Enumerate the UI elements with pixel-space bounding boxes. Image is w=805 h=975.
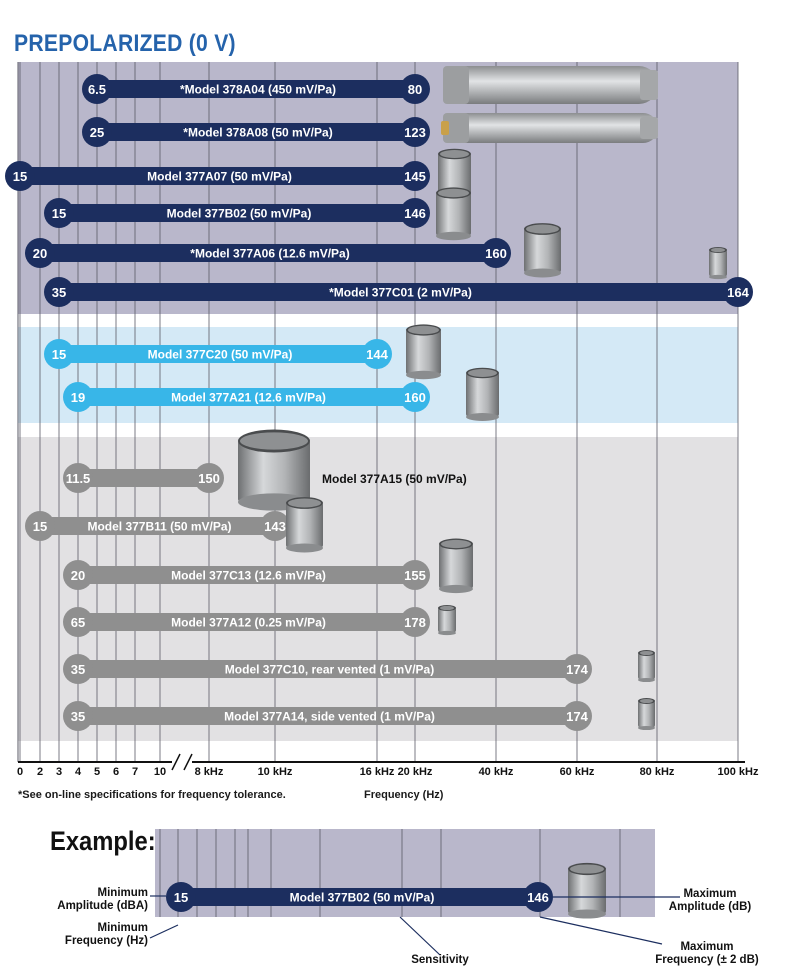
max-amplitude-label: 155 bbox=[404, 568, 426, 583]
x-tick-label: 20 kHz bbox=[397, 766, 433, 778]
max-amplitude-label: 145 bbox=[404, 169, 426, 184]
max-amplitude-label: 144 bbox=[366, 347, 388, 362]
max-amplitude-label: 174 bbox=[566, 709, 588, 724]
x-tick-label: 2 bbox=[36, 766, 44, 778]
min-amplitude-label: 20 bbox=[70, 568, 86, 583]
leader-line bbox=[540, 917, 662, 944]
mic-connector bbox=[640, 70, 658, 100]
note-min-frequency: Minimum Frequency (Hz) bbox=[64, 922, 148, 947]
microphone-image bbox=[438, 605, 456, 635]
x-tick-label: 0 bbox=[16, 766, 24, 778]
x-tick-label: 10 kHz bbox=[257, 766, 293, 778]
x-tick-label: 16 kHz bbox=[359, 766, 395, 778]
footnote: *See on-line specifications for frequency tolerance. bbox=[18, 789, 286, 801]
model-label: Model 377B11 (50 mV/Pa) bbox=[87, 519, 232, 534]
min-amplitude-label: 35 bbox=[51, 285, 67, 300]
mic-base bbox=[406, 371, 441, 379]
microphone-image bbox=[638, 698, 655, 730]
min-amplitude-label: 15 bbox=[51, 206, 67, 221]
note-max-amplitude: Maximum Amplitude (dB) bbox=[668, 888, 752, 913]
model-label: Model 377C10, rear vented (1 mV/Pa) bbox=[224, 662, 435, 677]
mic-grille-inner bbox=[468, 369, 497, 377]
max-amplitude-label: 123 bbox=[404, 125, 426, 140]
max-amplitude-label: 164 bbox=[727, 285, 749, 300]
microphone-image bbox=[709, 247, 727, 279]
x-tick-label: 8 kHz bbox=[194, 766, 224, 778]
mic-base bbox=[466, 413, 499, 421]
axis-break-mark bbox=[172, 754, 180, 770]
mic-tip bbox=[441, 121, 449, 135]
model-label: *Model 378A04 (450 mV/Pa) bbox=[179, 82, 337, 97]
mic-grille-inner bbox=[408, 326, 439, 334]
model-label: Model 377A12 (0.25 mV/Pa) bbox=[171, 615, 326, 630]
mic-base bbox=[286, 544, 323, 553]
mic-body bbox=[709, 249, 727, 277]
min-amplitude-label: 15 bbox=[32, 519, 48, 534]
mic-base bbox=[638, 678, 655, 682]
x-tick-label: 80 kHz bbox=[639, 766, 675, 778]
model-label: Model 377A15 (50 mV/Pa) bbox=[322, 472, 467, 486]
microphone-image bbox=[441, 113, 658, 143]
mic-grille-inner bbox=[240, 432, 308, 449]
x-axis-title: Frequency (Hz) bbox=[364, 789, 444, 801]
microphone-image bbox=[286, 497, 323, 552]
max-amplitude-label: 150 bbox=[198, 471, 220, 486]
x-tick-label: 3 bbox=[55, 766, 63, 778]
example-model-label: Model 377B02 (50 mV/Pa) bbox=[289, 890, 435, 905]
note-sensitivity: Sensitivity bbox=[411, 954, 469, 966]
max-amplitude-label: 160 bbox=[485, 246, 507, 261]
microphone-image bbox=[406, 324, 441, 379]
microphone-image bbox=[439, 539, 473, 594]
max-amplitude-label: 160 bbox=[404, 390, 426, 405]
max-amplitude-label: 178 bbox=[404, 615, 426, 630]
min-amplitude-label: 11.5 bbox=[65, 471, 91, 486]
example-max-label: 146 bbox=[527, 890, 549, 905]
microphone-image bbox=[524, 223, 561, 277]
mic-connector bbox=[640, 117, 658, 139]
mic-base bbox=[436, 232, 471, 240]
mic-grille-inner bbox=[526, 225, 559, 234]
x-tick-label: 4 bbox=[74, 766, 82, 778]
example-title: Example: bbox=[50, 826, 156, 856]
model-label: Model 377A07 (50 mV/Pa) bbox=[147, 169, 292, 184]
microphone-image bbox=[466, 368, 499, 421]
leader-line bbox=[150, 925, 178, 938]
x-tick-label: 60 kHz bbox=[559, 766, 595, 778]
leader-line bbox=[400, 917, 440, 955]
mic-grille-inner bbox=[640, 699, 653, 703]
range-bar-body bbox=[78, 469, 209, 487]
mic-body bbox=[406, 329, 441, 375]
mic-grille-inner bbox=[570, 864, 604, 873]
mic-body bbox=[638, 700, 655, 728]
max-amplitude-label: 80 bbox=[407, 82, 423, 97]
mic-body bbox=[439, 543, 473, 589]
mic-base bbox=[524, 269, 561, 278]
min-amplitude-label: 19 bbox=[70, 390, 86, 405]
mic-body bbox=[443, 66, 658, 104]
mic-grille-inner bbox=[441, 540, 471, 548]
min-amplitude-label: 35 bbox=[70, 662, 86, 677]
model-label: *Model 378A08 (50 mV/Pa) bbox=[183, 125, 333, 140]
mic-base bbox=[709, 275, 727, 279]
note-max-frequency: Maximum Frequency (± 2 dB) bbox=[655, 941, 759, 966]
mic-base bbox=[438, 631, 456, 635]
min-amplitude-label: 20 bbox=[32, 246, 48, 261]
x-tick-label: 7 bbox=[131, 766, 139, 778]
x-tick-label: 5 bbox=[93, 766, 101, 778]
model-label: Model 377A14, side vented (1 mV/Pa) bbox=[224, 709, 435, 724]
mic-base bbox=[439, 585, 473, 593]
x-tick-label: 10 bbox=[153, 766, 167, 778]
model-label: *Model 377C01 (2 mV/Pa) bbox=[329, 285, 472, 300]
max-amplitude-label: 174 bbox=[566, 662, 588, 677]
mic-grille-inner bbox=[288, 499, 321, 508]
axis-break-mark bbox=[184, 754, 192, 770]
min-amplitude-label: 65 bbox=[70, 615, 86, 630]
x-tick-label: 40 kHz bbox=[478, 766, 514, 778]
x-tick-label: 6 bbox=[112, 766, 120, 778]
microphone-image bbox=[568, 863, 606, 919]
microphone-image bbox=[443, 66, 658, 104]
x-tick-label: 100 kHz bbox=[717, 766, 759, 778]
mic-base bbox=[638, 726, 655, 730]
model-label: *Model 377A06 (12.6 mV/Pa) bbox=[190, 246, 350, 261]
model-label: Model 377C20 (50 mV/Pa) bbox=[147, 347, 293, 362]
mic-grille-inner bbox=[711, 248, 725, 252]
min-amplitude-label: 35 bbox=[70, 709, 86, 724]
mic-grille-inner bbox=[440, 606, 454, 610]
microphone-image bbox=[638, 650, 655, 682]
mic-head bbox=[443, 66, 469, 104]
mic-grille-inner bbox=[440, 150, 469, 158]
page-title: PREPOLARIZED (0 V) bbox=[14, 30, 236, 57]
mic-base bbox=[568, 909, 606, 918]
model-label: Model 377B02 (50 mV/Pa) bbox=[166, 206, 312, 221]
note-min-amplitude: Minimum Amplitude (dBA) bbox=[57, 887, 148, 912]
example-min-label: 15 bbox=[173, 890, 189, 905]
min-amplitude-label: 6.5 bbox=[87, 82, 107, 97]
mic-grille-inner bbox=[438, 189, 469, 197]
mic-body bbox=[638, 652, 655, 680]
mic-body bbox=[466, 372, 499, 417]
max-amplitude-label: 146 bbox=[404, 206, 426, 221]
mic-grille-inner bbox=[640, 651, 653, 655]
mic-body bbox=[443, 113, 658, 143]
mic-body bbox=[436, 192, 471, 236]
model-label: Model 377C13 (12.6 mV/Pa) bbox=[171, 568, 326, 583]
model-label: Model 377A21 (12.6 mV/Pa) bbox=[171, 390, 326, 405]
min-amplitude-label: 15 bbox=[12, 169, 28, 184]
min-amplitude-label: 15 bbox=[51, 347, 67, 362]
min-amplitude-label: 25 bbox=[89, 125, 105, 140]
max-amplitude-label: 143 bbox=[264, 519, 286, 534]
microphone-image bbox=[436, 187, 471, 240]
